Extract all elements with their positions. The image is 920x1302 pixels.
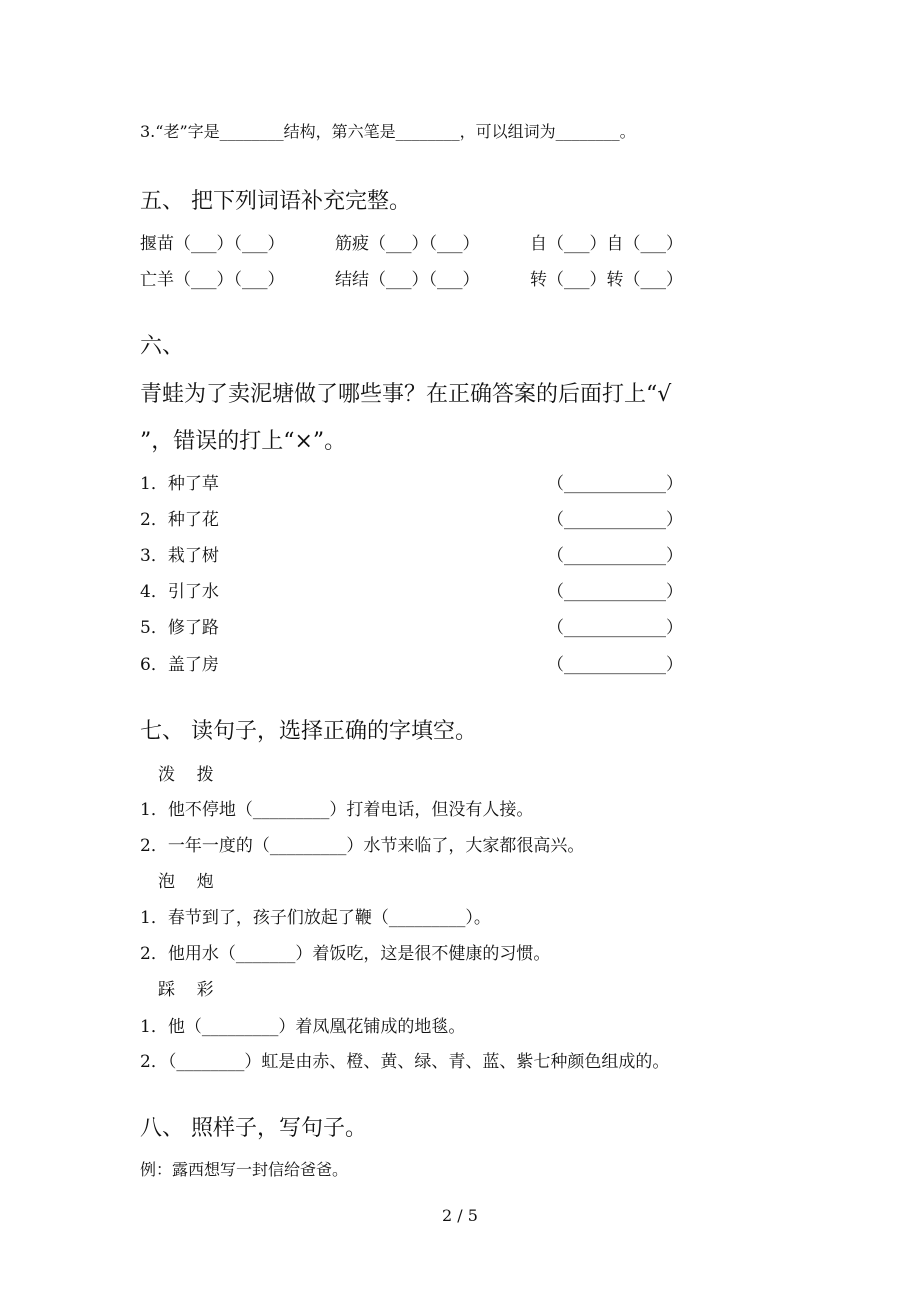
idiom-6: 转（___）转（___） <box>530 270 683 290</box>
idiom-2: 筋疲（___）（___） <box>335 234 480 254</box>
answer-blank: （____________） <box>547 510 683 530</box>
answer-blank: （____________） <box>547 546 683 566</box>
section-8-title: 八、 照样子，写句子。 <box>140 1116 367 1141</box>
answer-blank: （____________） <box>547 618 683 638</box>
sentence: 2．一年一度的（_________）水节来临了，大家都很高兴。 <box>140 836 585 856</box>
idiom-1: 揠苗（___）（___） <box>140 234 285 254</box>
question-3-line: 3.“老”字是________结构，第六笔是________，可以组词为________。 <box>140 122 636 141</box>
idiom-3: 自（___）自（___） <box>530 234 683 254</box>
sentence: 2．（________）虹是由赤、橙、黄、绿、青、蓝、紫七种颜色组成的。 <box>140 1052 670 1072</box>
section-5-title: 五、 把下列词语补充完整。 <box>140 189 411 214</box>
sentence: 1．他（_________）着凤凰花铺成的地毯。 <box>140 1017 466 1037</box>
list-item: 5．修了路 <box>140 618 219 638</box>
answer-blank: （____________） <box>547 474 683 494</box>
sentence: 1．春节到了，孩子们放起了鞭（_________）。 <box>140 908 491 928</box>
section-6-title: 六、 <box>140 334 185 359</box>
answer-blank: （____________） <box>547 582 683 602</box>
list-item: 6．盖了房 <box>140 655 219 675</box>
char-pair: 泡 炮 <box>158 872 214 892</box>
example-sentence: 例：露西想写一封信给爸爸。 <box>140 1160 349 1179</box>
idiom-4: 亡羊（___）（___） <box>140 270 285 290</box>
section-7-title: 七、 读句子，选择正确的字填空。 <box>140 719 477 744</box>
list-item: 2．种了花 <box>140 510 219 530</box>
section-6-instruction-1: 青蛙为了卖泥塘做了哪些事？在正确答案的后面打上“√ <box>140 382 672 407</box>
section-6-instruction-2: ”，错误的打上“×”。 <box>140 429 347 454</box>
char-pair: 泼 拨 <box>158 765 214 785</box>
list-item: 3．栽了树 <box>140 546 219 566</box>
idiom-5: 结结（___）（___） <box>335 270 480 290</box>
page-number: 2 / 5 <box>442 1206 478 1225</box>
sentence: 1．他不停地（_________）打着电话，但没有人接。 <box>140 800 534 820</box>
list-item: 1．种了草 <box>140 474 219 494</box>
char-pair: 踩 彩 <box>158 980 214 1000</box>
sentence: 2．他用水（_______）着饭吃，这是很不健康的习惯。 <box>140 944 551 964</box>
answer-blank: （____________） <box>547 655 683 675</box>
list-item: 4．引了水 <box>140 582 219 602</box>
